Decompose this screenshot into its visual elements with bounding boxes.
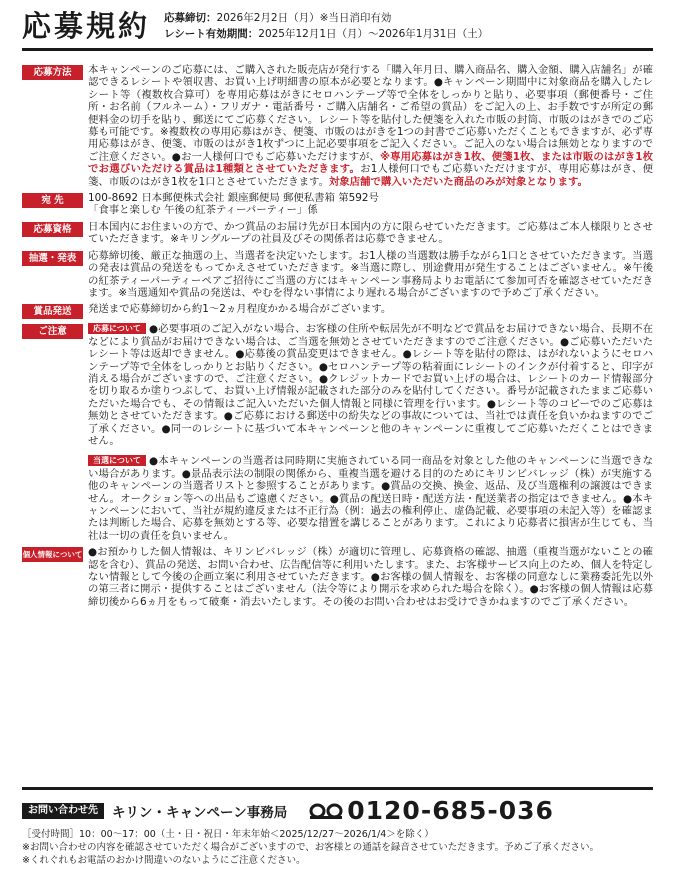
free-dial-icon [309, 802, 343, 820]
winning-notes: ●本キャンペーンの当選者は同時期に実施されている同一商品を対象とした他のキャンペーンに当選できない場合があります。●景品表示法の制限の関係から、重複当選を避ける目的のためにキリンビバレッジ（株）が実施する他のキャンペーンの当選者リストと参照することがあります。●賞品の交換、換金、返品、及び当選権利の譲渡はできません。オークション等への出品もご遠慮ください。●賞品の配送日時・配送方法・配送業者の指定はできません。●本キャンペーンにおいて、当社が規約違反または不正行為（例：過去の権利停止、虚偽記載、必要事項の未記入等）を確認または判断した場合、応募を無効とする等、必要な措置を講じることがあります。これにより応募者に損害が生じても、当社は一切の責任を負いません。 [88, 455, 653, 542]
section-label-eligibility: 応募資格 [22, 222, 83, 237]
contact-row [22, 798, 653, 824]
deadline-line [164, 10, 488, 26]
section-label-privacy: 個人情報について [22, 547, 83, 562]
address-line-2: 「食事と楽しむ 午後の紅茶ティーパーティー」係 [88, 204, 318, 217]
section-body-address [88, 192, 653, 217]
phone-number-link[interactable]: 0120-685-036 [347, 796, 554, 825]
deadline-label: 応募締切： [164, 12, 217, 24]
section-body-lottery [88, 250, 653, 300]
contact-footer [22, 787, 653, 867]
section-label-lottery: 抽選・発表 [22, 251, 83, 266]
shipping-text: 発送まで応募締切から約1〜2ヵ月程度かかる場合がございます。 [88, 303, 392, 316]
privacy-text: ●お預かりした個人情報は、キリンビバレッジ（株）が適切に管理し、応募資格の確認、抽選（重複当選がないことの確認を含む）、賞品の発送、お問い合わせ、広告配信等に利用いたします。また、お客様サービス向上のため、個人を特定しない情報として今後の企画立案に利用させていただきます。●お客様の個人情報を、お客様の同意なしに業務委託先以外の第三者に開示・提供することはございません（法令等により開示を求められた場合を除く）。●お客様の個人情報は応募締切後から6ヵ月をもって破棄・消去いたします。その後のお問い合わせはお受けできかねますのでご了承ください。 [88, 546, 653, 608]
section-label-method: 応募方法 [22, 65, 83, 80]
method-text-a: 本キャンペーンのご応募には、ご購入された販売店が発行する「購入年月日、購入商品名、購入金額、購入店舗名」が確認できるレシートや領収書、お買い上げ明細書の原本が必要となります。●キャンペーン期間中に対象商品を購入したレシート等（複数枚合算可）を専用応募はがきにセロハンテープ等で全体をしっかりと貼り、必要事項（郵便番号・ご住所・お名前（フルネーム）・フリガナ・電話番号・ご購入店舗名・ご希望の賞品）をご記入の上、お手数ですが所定の郵便料金の切手を貼り、郵送にてご応募ください。レシート等を貼付した便箋を入れた市販の封筒、市販のはがきでのご応募も可能です。※複数枚の専用応募はがき、便箋、市販のはがきを1つの封書でご応募いただくこともできますが、必ず専用応募はがき、便箋、市販のはがき1枚ずつに上記必要事項をご記入ください。ご記入のない場合は無効となりますのでご注意ください。●お一人様何口でもご応募いただけますが、 [88, 64, 653, 163]
section-label-caution: ご注意 [22, 324, 83, 339]
section-body-method [88, 64, 653, 188]
method-red-note-2: 対象店舗で購入いただいた商品のみが対象となります。 [328, 175, 588, 188]
receipt-period-line [164, 26, 488, 42]
reception-hours: ［受付時間］10：00〜17：00（土・日・祝日・年末年始＜2025/12/27〜2026/1/4＞を除く） [22, 829, 434, 840]
method-red-note-1: ※専用応募はがき1枚、便箋1枚、または市販のはがき1枚でお選びいただける賞品は1種類とさせていただきます。 [88, 150, 653, 176]
contact-label: お問い合わせ先 [22, 803, 104, 819]
sub-label-winning: 当選について [88, 455, 146, 466]
eligibility-text: 日本国内にお住まいの方で、かつ賞品のお届け先が日本国内の方に限らせていただきます。ご応募はご本人様限りとさせていただきます。※キリングループの社員及びその関係者は応募できません。 [88, 220, 653, 246]
misdial-note: ※くれぐれもお電話のおかけ間違いのないようにご注意ください。 [22, 855, 306, 866]
receipt-period-value: 2025年12月1日（月）〜2026年1月31日（土） [258, 28, 489, 40]
section-body-privacy [88, 546, 653, 608]
terms-sections [22, 64, 653, 608]
section-shipping [22, 303, 653, 319]
section-address [22, 192, 653, 217]
section-method [22, 64, 653, 188]
office-name: キリン・キャンペーン事務局 [112, 805, 288, 821]
sub-label-application: 応募について [88, 323, 146, 334]
address-line-1: 100-8692 日本郵便株式会社 銀座郵便局 郵便私書箱 第592号 [88, 192, 379, 205]
section-body-shipping [88, 303, 653, 315]
section-eligibility [22, 221, 653, 246]
section-privacy [22, 546, 653, 608]
period-info [164, 8, 488, 42]
section-label-address: 宛 先 [22, 193, 83, 208]
header [22, 8, 653, 51]
method-text-b: お1人様何口でもご応募いただけますが、専用応募はがき、便箋、市販のはがき1枚を1口とさせていただきます。 [88, 163, 653, 188]
page-title: 応募規約 [22, 9, 151, 43]
section-caution [22, 323, 653, 542]
receipt-period-label: レシート有効期間： [164, 28, 259, 40]
recording-note: ※お問い合わせの内容を確認させていただく場合がございますので、お客様との通話を録音させていただきます。予めご了承ください。 [22, 842, 600, 853]
section-lottery [22, 250, 653, 300]
section-label-shipping: 賞品発送 [22, 304, 83, 319]
section-body-caution [88, 323, 653, 542]
deadline-value: 2026年2月2日（月）※当日消印有効 [216, 12, 392, 24]
section-body-eligibility [88, 221, 653, 246]
application-notes: ●必要事項のご記入がない場合、お客様の住所や転居先が不明などで賞品をお届けできない場合、長期不在などにより賞品がお届けできない場合は、ご当選を無効とさせていただきますのでご注意ください。●ご応募いただいたレシート等は返却できません。●応募後の賞品変更はできません。●レシート等を貼付の際は、はがれないようにセロハンテープ等で全体をしっかりとお貼りください。●セロハンテープ等の粘着面にレシートのインクが付着すると、印字が消える場合がございますので、ご注意ください。●クレジットカードでお買い上げの場合は、レシートのカード情報部分を切り取るか塗りつぶして、お買い上げ情報が記載された部分のみを貼付してください。番号が記載されたままご応募いただいた場合でも、その情報はご記入いただいた個人情報と同様に管理を行います。●レシート等のコピーでのご応募は無効とさせていただきます。●ご応募における郵送中の紛失などの事故については、当社では責任を負いかねますのでご了承ください。●同一のレシートに基づいて本キャンペーンと他のキャンペーンに重複してご応募いただくことはできません。 [88, 323, 653, 447]
lottery-text: 応募締切後、厳正な抽選の上、当選者を決定いたします。お1人様の当選数は勝手ながら1口とさせていただきます。当選の発表は賞品の発送をもってかえさせていただきます。※当選に際し、別途費用が発生することはございません。※午後の紅茶ティーパーティーペアご招待にご当選の方にはキャンペーン事務局よりお電話にて参加可否を確認させていただきます。※当選通知や賞品の発送は、やむを得ない事情により遅れる場合がございますので予めご了承ください。 [88, 249, 653, 299]
